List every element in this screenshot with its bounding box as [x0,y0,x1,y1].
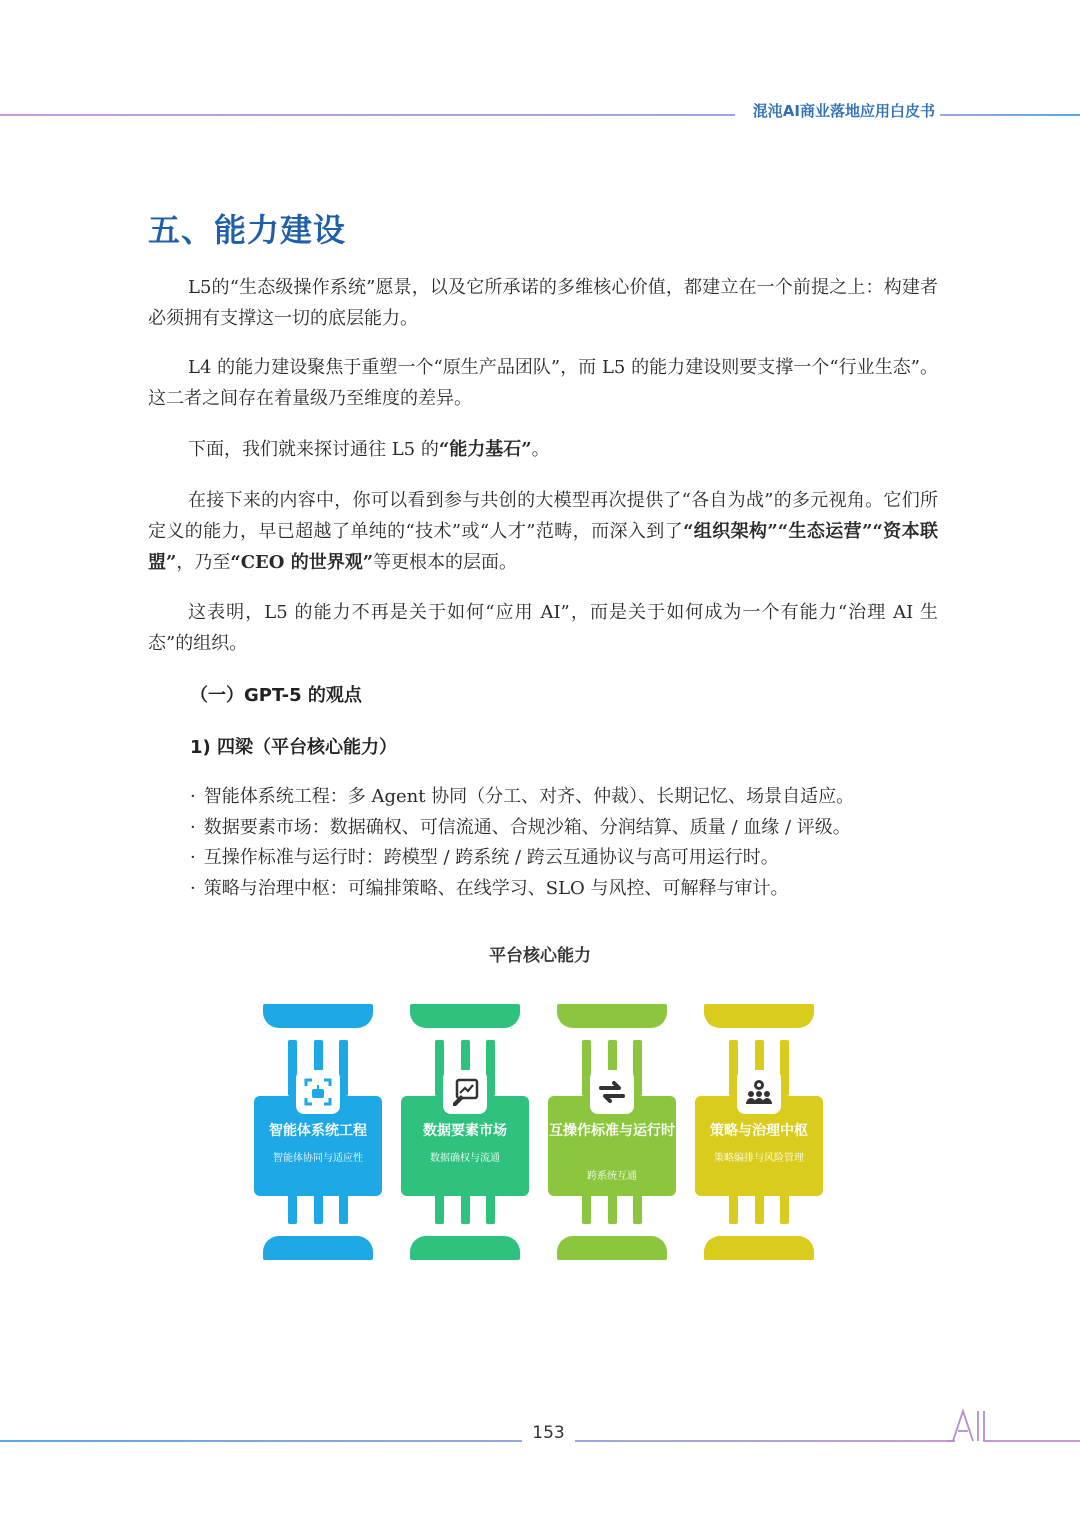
pillar-base [557,1236,667,1260]
pillar-description: 策略编排与风险管理 [714,1153,804,1164]
pillar-data-market [401,1004,529,1262]
paragraph-3: 下面，我们就来探讨通往 L5 的“能力基石”。 [188,439,550,460]
pillar-governance [695,1004,823,1262]
pillar-cap [557,1004,667,1028]
paragraph-1: L5的“生态级操作系统”愿景，以及它所承诺的多维核心价值，都建立在一个前提之上：构建者必须拥有支撑这一切的底层能力。 [148,277,938,329]
paragraph-2: L4 的能力建设聚焦于重塑一个“原生产品团队”，而 L5 的能力建设则要支撑一个“行业生态”。这二者之间存在着量级乃至维度的差异。 [148,357,938,409]
page-number: 153 [532,1423,565,1443]
footer-rule-left [0,1440,522,1442]
list-item: · 互操作标准与运行时：跨模型 / 跨系统 / 跨云互通协议与高可用运行时。 [190,843,854,874]
pillar-columns [435,1194,495,1224]
subsection-heading: 1) 四梁（平台核心能力） [190,737,398,758]
pillar-interop-runtime [548,1004,676,1262]
capability-list [190,782,854,904]
pillar-agent-engineering [254,1004,382,1262]
pillar-columns [582,1194,642,1224]
emphasis-text: “生态运营” [777,521,873,542]
chapter-title: 五、能力建设 [148,211,347,249]
emphasis-text: “组织架构” [683,521,778,542]
header-rule-left [0,114,735,116]
pillar-panel [254,1096,382,1196]
pillar-cap [704,1004,814,1028]
pillar-description: 智能体协同与适应性 [273,1153,363,1164]
robot-icon [296,1070,340,1114]
pillar-name: 数据要素市场 [423,1123,507,1139]
emphasis-text: “CEO 的世界观” [230,552,374,573]
list-item: · 智能体系统工程：多 Agent 协同（分工、对齐、仲裁）、长期记忆、场景自适应。 [190,782,854,813]
pillar-cap [263,1004,373,1028]
emphasis-text: “资本联盟” [148,521,938,573]
pillar-description: 数据确权与流通 [430,1153,500,1164]
pillar-name: 互操作标准与运行时 [549,1123,675,1139]
pillar-columns [729,1194,789,1224]
pillar-name: 智能体系统工程 [269,1123,367,1139]
pillar-panel [695,1096,823,1196]
chart-edit-icon [443,1070,487,1114]
footer-rule-end [992,1440,1080,1442]
pillar-name: 策略与治理中枢 [710,1123,808,1139]
list-item: · 策略与治理中枢：可编排策略、在线学习、SLO 与风控、可解释与审计。 [190,874,854,905]
section-heading: （一）GPT-5 的观点 [190,685,362,706]
footer-rule-right [575,1440,955,1442]
pillar-columns [288,1194,348,1224]
ai-logo [945,1405,997,1449]
paragraph-5: 这表明，L5 的能力不再是关于如何“应用 AI”，而是关于如何成为一个有能力“治理 AI 生态”的组织。 [148,602,938,654]
header-rule-right [940,114,1080,116]
pillar-base [410,1236,520,1260]
list-item: · 数据要素市场：数据确权、可信流通、合规沙箱、分润结算、质量 / 血缘 / 评级。 [190,813,854,844]
pillar-base [704,1236,814,1260]
paragraph-4: 在接下来的内容中，你可以看到参与共创的大模型再次提供了“各自为战”的多元视角。它们所定义的能力，早已超越了单纯的“技术”或“人才”范畴，而深入到了“组织架构”“生态运营”“资本联盟”，乃至“CEO 的世界观”等更根本的层面。 [148,490,938,573]
governance-icon [737,1070,781,1114]
pillar-cap [410,1004,520,1028]
pillar-panel [548,1096,676,1196]
emphasis-text: “能力基石” [438,439,532,460]
pillar-base [263,1236,373,1260]
pillar-panel [401,1096,529,1196]
sync-arrows-icon [590,1070,634,1114]
figure-title: 平台核心能力 [489,946,591,966]
pillar-description: 跨系统互通 [587,1171,637,1182]
running-header: 混沌AI商业落地应用白皮书 [752,102,935,120]
